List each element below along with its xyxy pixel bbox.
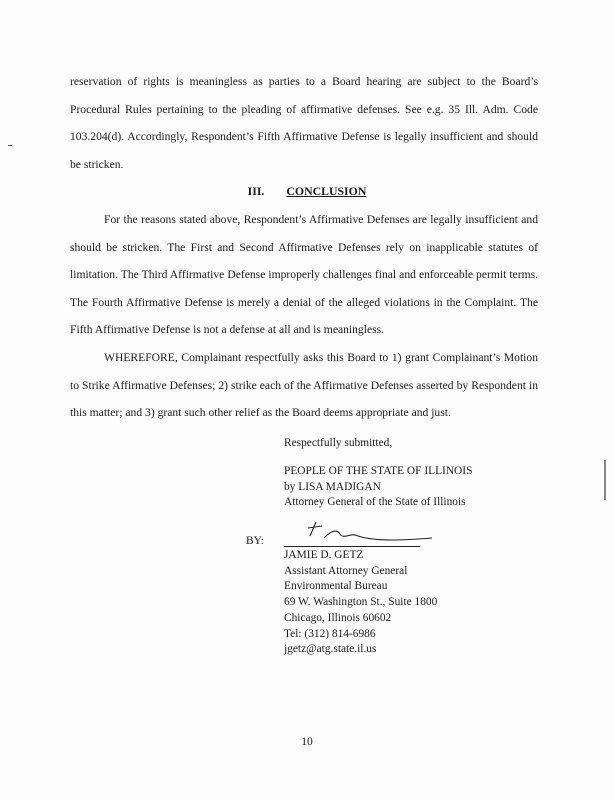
paragraph-fifth-defense: reservation of rights is meaningless as parties to a Board hearing are subject to the Board’s Procedural Rules pertaining to the pleading of affirmative defenses. See e.g. 35 Ill. Adm. Code 103.204(d). Accordingly, Respondent’s Fifth Affirmative Defense is legally insufficient and should be stricken. xyxy=(70,75,538,171)
closing-text xyxy=(284,436,392,452)
signer-email: jgetz@atg.state.il.us xyxy=(284,643,377,656)
section-title: CONCLUSION xyxy=(286,184,367,198)
signer-bureau: Environmental Bureau xyxy=(284,580,388,593)
section-number: III. xyxy=(247,184,265,198)
page-number: 10 xyxy=(301,735,313,748)
respectfully-submitted: Respectfully submitted, xyxy=(284,437,393,449)
party-line-1: PEOPLE OF THE STATE OF ILLINOIS xyxy=(284,465,473,477)
signer-title: Assistant Attorney General xyxy=(284,564,408,577)
paragraph-wherefore: WHEREFORE, Complainant respectfully asks this Board to 1) grant Complainant’s Motion to Strike Affirmative Defenses; 2) strike each of the Affirmative Defenses asserted by Respondent in this matter; and 3) grant such other relief as the Board deems appropriate and just. xyxy=(70,351,538,420)
signer-address: 69 W. Washington St., Suite 1800 xyxy=(284,596,438,609)
signer-phone: Tel: (312) 814-6986 xyxy=(284,627,376,640)
signer-city: Chicago, Illinois 60602 xyxy=(284,611,392,624)
party-block xyxy=(284,464,472,511)
party-line-2: by LISA MADIGAN xyxy=(284,480,381,493)
party-line-3: Attorney General of the State of Illinois xyxy=(284,496,466,509)
section-heading xyxy=(0,184,614,199)
scan-edge-mark xyxy=(604,460,606,500)
scan-mark xyxy=(8,145,12,146)
paragraph-conclusion: For the reasons stated above, Respondent’s Affirmative Defenses are legally insufficient and should be stricken. The First and Second Affirmative Defenses rely on inapplicable statutes of limitation. The Third Affirmative Defense improperly challenges final and enforceable permit terms. The Fourth Affirmative Defense is merely a denial of the alleged violations in the Complaint. The Fifth Affirmative Defense is not a defense at all and is meaningless. xyxy=(70,213,538,337)
by-label: BY: xyxy=(246,535,264,547)
signature-line xyxy=(284,546,420,547)
signer-name: JAMIE D. GETZ xyxy=(284,549,364,561)
signer-block xyxy=(284,548,437,658)
